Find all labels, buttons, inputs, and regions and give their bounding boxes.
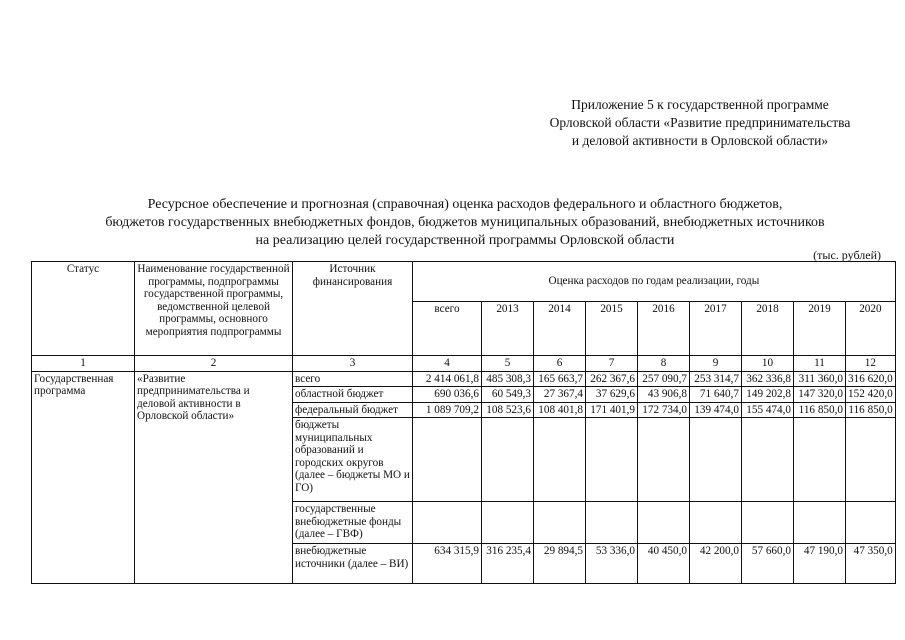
- header-year: 2014: [534, 302, 586, 356]
- header-year: 2018: [742, 302, 794, 356]
- value-cell: 53 336,0: [586, 544, 638, 584]
- header-status: Статус: [32, 262, 135, 356]
- column-number: 9: [690, 356, 742, 372]
- value-cell: 485 308,3: [482, 371, 534, 387]
- value-cell: 172 734,0: [638, 402, 690, 418]
- source-cell: федеральный бюджет: [293, 402, 413, 418]
- value-cell: [690, 502, 742, 544]
- header-year: 2016: [638, 302, 690, 356]
- column-number: 11: [794, 356, 846, 372]
- value-cell: [534, 502, 586, 544]
- value-cell: 60 549,3: [482, 387, 534, 403]
- value-cell: [586, 502, 638, 544]
- value-cell: [638, 502, 690, 544]
- source-cell: всего: [293, 371, 413, 387]
- appendix-line: Орловской области «Развитие предпринимательства: [549, 115, 851, 130]
- budget-table: [31, 261, 896, 584]
- header-name: Наименование государственной программы, подпрограммы государственной программы, ведомственной целевой программы, основного мероприятия подпрограммы: [135, 262, 293, 356]
- value-cell: [638, 418, 690, 502]
- column-number: 7: [586, 356, 638, 372]
- title-line: на реализацию целей государственной программы Орловской области: [255, 233, 675, 248]
- header-estimate: Оценка расходов по годам реализации, годы: [413, 262, 896, 302]
- document-title: [40, 196, 890, 250]
- value-cell: 152 420,0: [846, 387, 896, 403]
- appendix-heading: [520, 96, 880, 150]
- value-cell: 40 450,0: [638, 544, 690, 584]
- column-number: 1: [32, 356, 135, 372]
- value-cell: 47 190,0: [794, 544, 846, 584]
- title-line: Ресурсное обеспечение и прогнозная (справочная) оценка расходов федерального и областного бюджетов,: [147, 197, 783, 212]
- value-cell: 2 414 061,8: [413, 371, 482, 387]
- header-year: 2017: [690, 302, 742, 356]
- value-cell: [690, 418, 742, 502]
- value-cell: [534, 418, 586, 502]
- value-cell: 47 350,0: [846, 544, 896, 584]
- header-year: 2020: [846, 302, 896, 356]
- source-cell: государственные внебюджетные фонды (далее – ГВФ): [293, 502, 413, 544]
- header-year: 2015: [586, 302, 638, 356]
- value-cell: 257 090,7: [638, 371, 690, 387]
- value-cell: 155 474,0: [742, 402, 794, 418]
- value-cell: 27 367,4: [534, 387, 586, 403]
- program-name-cell: «Развитие предпринимательства и деловой активности в Орловской области»: [135, 371, 293, 584]
- value-cell: [742, 502, 794, 544]
- source-cell: внебюджетные источники (далее – ВИ): [293, 544, 413, 584]
- value-cell: 149 202,8: [742, 387, 794, 403]
- value-cell: [742, 418, 794, 502]
- header-year: 2019: [794, 302, 846, 356]
- value-cell: 316 620,0: [846, 371, 896, 387]
- header-source: Источник финансирования: [293, 262, 413, 356]
- header-year: всего: [413, 302, 482, 356]
- value-cell: 147 320,0: [794, 387, 846, 403]
- value-cell: 116 850,0: [846, 402, 896, 418]
- value-cell: 1 089 709,2: [413, 402, 482, 418]
- value-cell: 29 894,5: [534, 544, 586, 584]
- value-cell: 316 235,4: [482, 544, 534, 584]
- column-number: 10: [742, 356, 794, 372]
- value-cell: [482, 418, 534, 502]
- column-number: 12: [846, 356, 896, 372]
- value-cell: 116 850,0: [794, 402, 846, 418]
- appendix-line: и деловой активности в Орловской области»: [571, 133, 829, 148]
- value-cell: [413, 418, 482, 502]
- status-cell: Государственная программа: [32, 371, 135, 584]
- value-cell: 108 523,6: [482, 402, 534, 418]
- value-cell: 362 336,8: [742, 371, 794, 387]
- value-cell: 139 474,0: [690, 402, 742, 418]
- value-cell: 634 315,9: [413, 544, 482, 584]
- value-cell: 690 036,6: [413, 387, 482, 403]
- value-cell: 262 367,6: [586, 371, 638, 387]
- value-cell: [413, 502, 482, 544]
- source-cell: областной бюджет: [293, 387, 413, 403]
- table-row: [32, 371, 896, 387]
- header-row: [32, 262, 896, 302]
- column-number: 5: [482, 356, 534, 372]
- value-cell: 57 660,0: [742, 544, 794, 584]
- value-cell: 253 314,7: [690, 371, 742, 387]
- value-cell: 43 906,8: [638, 387, 690, 403]
- value-cell: [586, 418, 638, 502]
- value-cell: 165 663,7: [534, 371, 586, 387]
- column-number: 2: [135, 356, 293, 372]
- value-cell: [482, 502, 534, 544]
- value-cell: [846, 502, 896, 544]
- value-cell: 37 629,6: [586, 387, 638, 403]
- header-year: 2013: [482, 302, 534, 356]
- title-line: бюджетов государственных внебюджетных фондов, бюджетов муниципальных образований, внебюджетных источников: [105, 215, 825, 230]
- value-cell: [846, 418, 896, 502]
- value-cell: 42 200,0: [690, 544, 742, 584]
- value-cell: [794, 502, 846, 544]
- value-cell: 171 401,9: [586, 402, 638, 418]
- column-number: 4: [413, 356, 482, 372]
- value-cell: 71 640,7: [690, 387, 742, 403]
- value-cell: [794, 418, 846, 502]
- column-number-row: [32, 356, 896, 372]
- column-number: 8: [638, 356, 690, 372]
- appendix-line: Приложение 5 к государственной программе: [571, 97, 829, 112]
- column-number: 6: [534, 356, 586, 372]
- column-number: 3: [293, 356, 413, 372]
- value-cell: 108 401,8: [534, 402, 586, 418]
- source-cell: бюджеты муниципальных образований и городских округов (далее – бюджеты МО и ГО): [293, 418, 413, 502]
- units-label: (тыс. рублей): [813, 248, 881, 262]
- value-cell: 311 360,0: [794, 371, 846, 387]
